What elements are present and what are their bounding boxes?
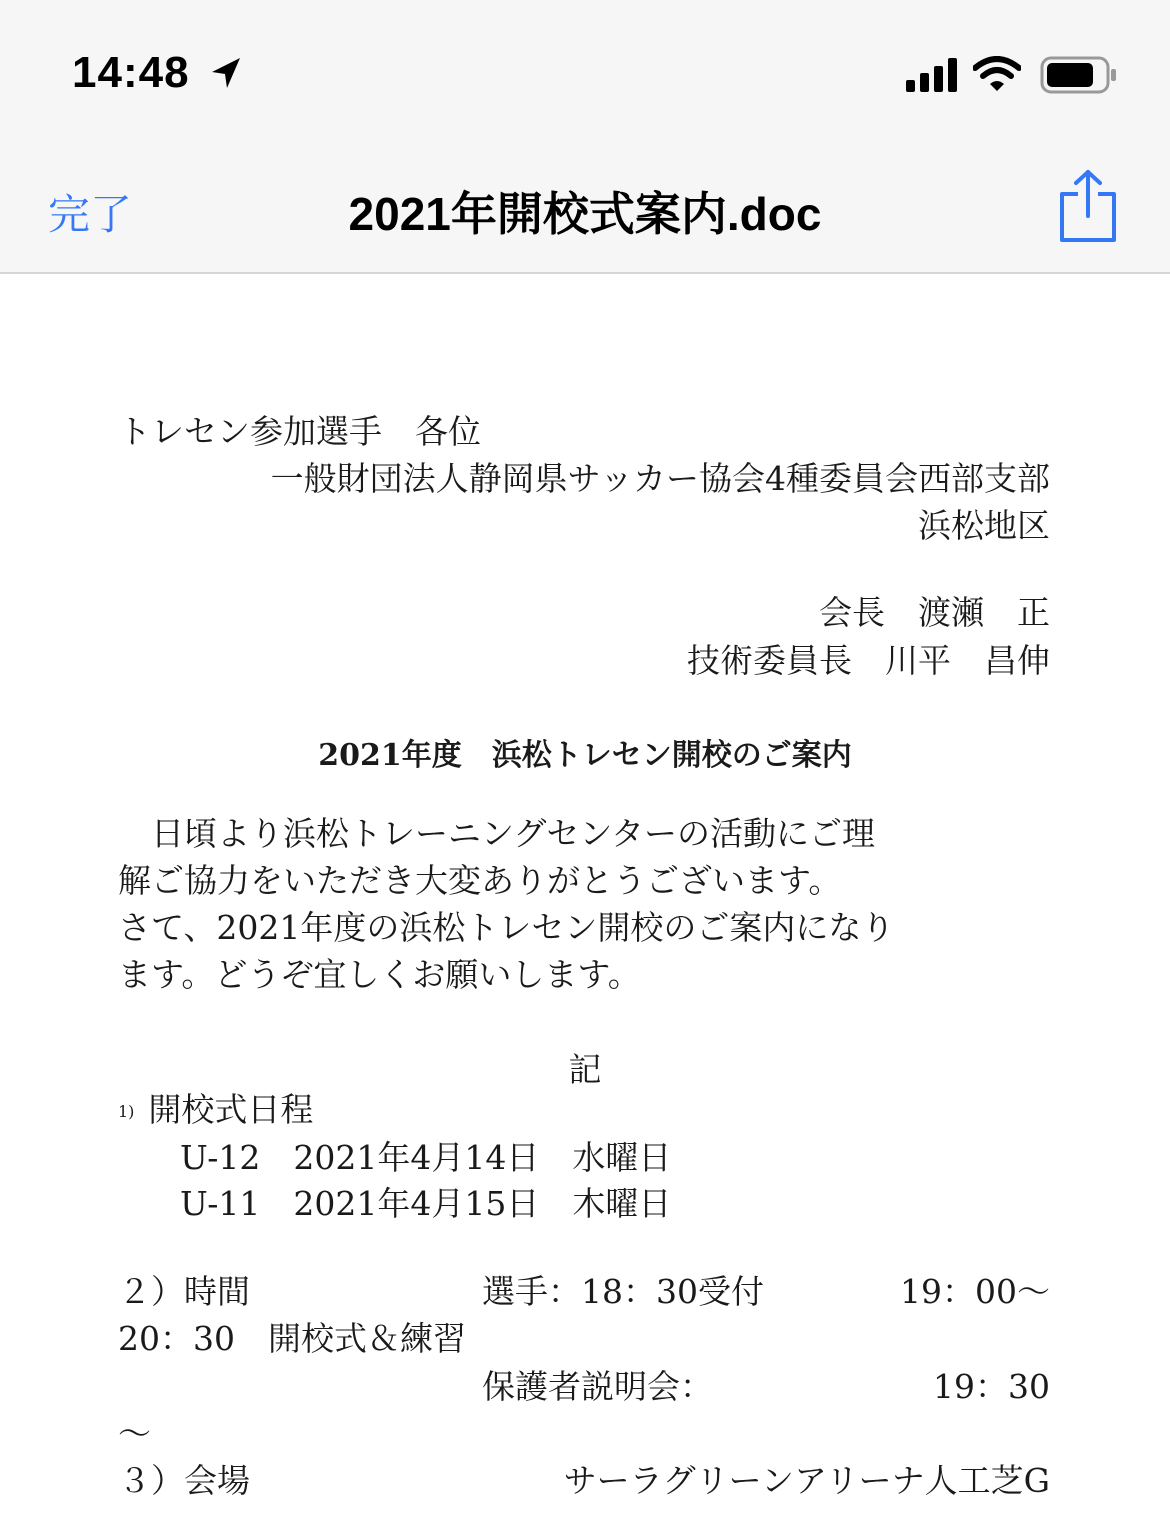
item-3-label: ３）会場 [118,1461,250,1500]
navigation-bar [0,140,1170,274]
document-view[interactable] [0,274,1170,1531]
schedule-day: 木曜日 [572,1184,672,1223]
chairman-line: 会長 渡瀬 正 [819,593,1050,632]
cellular-signal-icon [906,58,960,92]
schedule-group: U-11 [180,1184,261,1223]
location-arrow-icon [206,54,246,94]
share-icon[interactable] [1056,168,1120,244]
venue-text: サーラグリーンアリーナ人工芝G [563,1461,1050,1500]
parents-meeting-time: 19：30 [933,1367,1050,1406]
item-1-label: 開校式日程 [148,1090,314,1129]
item-2-label: ２）時間 [118,1272,250,1311]
schedule-group: U-12 [180,1138,261,1177]
battery-icon [1040,56,1118,94]
district-line: 浜松地区 [918,506,1050,545]
body-line-2: 解ご協力をいただき大変ありがとうございます。 [118,861,842,900]
document-heading: 2021年度 浜松トレセン開校のご案内 [318,738,852,773]
body-line-4: ます。どうぞ宜しくお願いします。 [118,955,641,994]
status-bar [0,0,1170,140]
time-tilde: ～ [118,1414,151,1453]
item-1-number: 1) [118,1102,135,1121]
technical-chairman-line: 技術委員長 川平 昌伸 [687,641,1050,680]
players-time: 選手：18：30受付 [482,1272,764,1311]
document-title: 2021年開校式案内.doc [348,188,822,240]
body-line-1: 日頃より浜松トレーニングセンターの活動にご理 [118,814,876,853]
addressee: トレセン参加選手 各位 [118,412,481,451]
ki-mark: 記 [568,1050,602,1089]
organization-line: 一般財団法人静岡県サッカー協会4種委員会西部支部 [270,459,1050,498]
parents-meeting-label: 保護者説明会： [482,1367,713,1406]
schedule-row [180,1184,671,1224]
time-continuation: 20：30 開校式＆練習 [118,1319,466,1358]
start-time: 19：00～ [900,1272,1050,1311]
schedule-day: 水曜日 [572,1138,672,1177]
schedule-date: 2021年4月15日 [293,1184,540,1223]
done-button[interactable]: 完了 [48,190,133,239]
schedule-row [180,1138,671,1178]
schedule-date: 2021年4月14日 [293,1138,540,1177]
item-1-heading [118,1090,313,1132]
wifi-icon [973,56,1021,92]
clock: 14:48 [72,48,190,97]
body-line-3: さて、2021年度の浜松トレセン開校のご案内になり [118,908,895,947]
